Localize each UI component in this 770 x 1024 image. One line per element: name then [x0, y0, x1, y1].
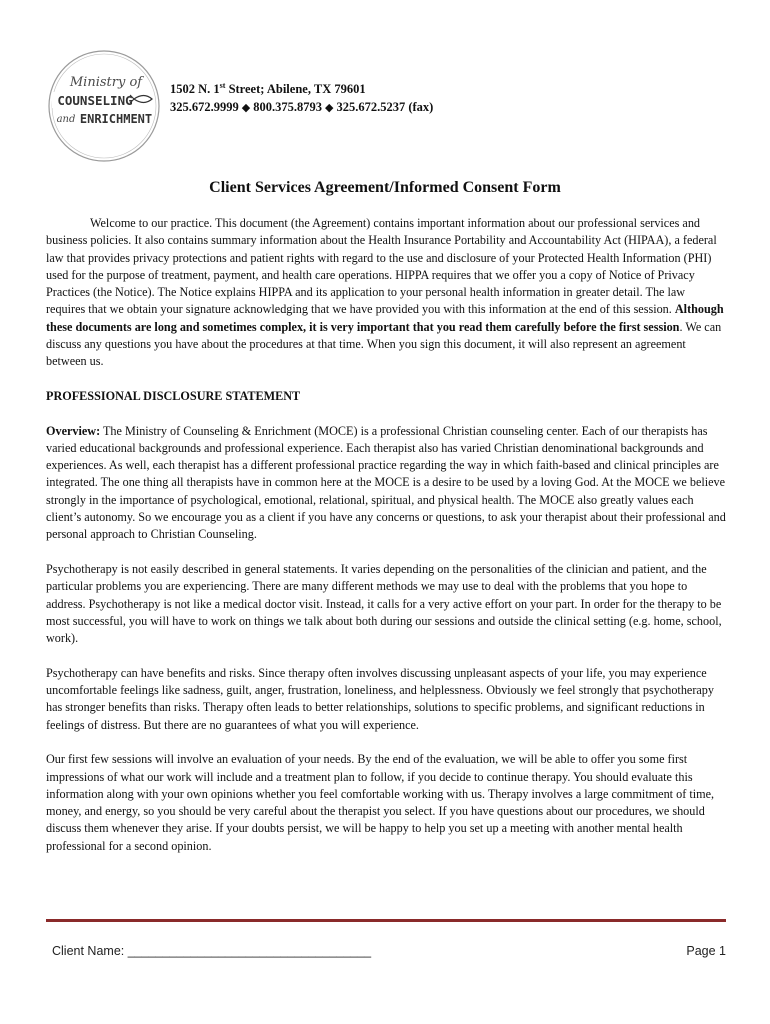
body-paragraph: Our first few sessions will involve an evaluation of your needs. By the end of the evaluation, we will be able to offer you some first impressions of what our work will include and a treatment plan to follow, if you decide to continue therapy. You should evaluate this information along with your own opinions whether you feel comfortable working with us. Therapy involves a large commitment of time, money, and energy, so you should be very careful about the therapist you select. If you have questions about our procedures, we should discuss them whenever they arise. If your doubts persist, we will be happy to help you set up a meeting with another mental health professional for a second opinion.	[46, 752, 715, 853]
phone-line	[170, 98, 433, 117]
logo-line-3: and	[56, 114, 76, 125]
intro-text: Welcome to our practice. This document (the Agreement) contains important information about our professional services and business policies. It also contains summary information about the Health Insurance Portability and Accountability Act (HIPAA), a federal law that provides privacy protections and patient rights with regard to the use and disclosure of your Protected Health Information (PHI) used for the purpose of treatment, payment, and health care operations. HIPPA requires that we offer you a copy of Notice of Privacy Practices (the Notice). The Notice explains HIPPA and its application to your personal health information in greater detail. The law requires that we obtain your signature acknowledging that we have provided you with this information at the end of this session.	[46, 216, 717, 317]
footer-divider	[46, 919, 726, 922]
address-suffix: Street; Abilene, TX 79601	[225, 82, 366, 96]
logo-line-4: ENRICHMENT	[79, 112, 153, 126]
phone-tollfree: 800.375.8793	[253, 100, 322, 114]
intro-text-end: . We can discuss any questions you have about the procedures at that time. When you sign this document, it will also represent an agreement between us.	[46, 319, 722, 369]
overview-label: Overview:	[46, 423, 101, 438]
document-body	[46, 215, 727, 872]
body-paragraph: Psychotherapy can have benefits and risks. Since therapy often involves discussing unpleasant aspects of your life, you may experience uncomfortable feelings like sadness, guilt, anger, frustration, loneliness, and helplessness. Obviously we feel strongly that psychotherapy has stronger benefits than risks. Therapy often leads to better relationships, solutions to specific problems, and significant reductions in feelings of distress. But there are no guarantees of what you will experience.	[46, 665, 714, 732]
logo-line-1: Ministry of	[69, 75, 143, 90]
diamond-separator-icon: ◆	[324, 102, 334, 114]
page-number: Page 1	[686, 944, 726, 958]
moce-logo	[46, 48, 162, 164]
phone-fax: 325.672.5237 (fax)	[336, 100, 434, 114]
contact-block	[170, 80, 433, 117]
document-title: Client Services Agreement/Informed Consent Form	[209, 179, 561, 196]
address-sup: st	[219, 80, 226, 90]
address-line	[170, 80, 433, 98]
diamond-separator-icon: ◆	[241, 102, 251, 114]
section-heading: PROFESSIONAL DISCLOSURE STATEMENT	[46, 388, 301, 403]
client-name-field[interactable]: Client Name: ___________________________________	[52, 944, 372, 958]
phone-main: 325.672.9999	[170, 100, 239, 114]
overview-paragraph	[46, 423, 727, 544]
intro-paragraph	[46, 215, 727, 371]
overview-text: The Ministry of Counseling & Enrichment (MOCE) is a professional Christian counseling center. Each of our therapists has varied educational backgrounds and professional experience. Each therapist also has varied Christian denominational backgrounds and experiences. As well, each therapist has a different professional practice regarding the way in which faith-based and clinical principles are integrated. The one thing all therapists have in common here at the MOCE is a desire to be used by a loving God. At the MOCE we believe strongly in the importance of psychological, emotional, relational, spiritual, and physical health. The MOCE also greatly values each client’s autonomy. So we encourage you as a client if you have any concerns or questions, to ask your therapist about their professional and personal approach to Christian Counseling.	[46, 423, 726, 542]
address-prefix: 1502 N. 1	[170, 82, 220, 96]
intro-bold-text: Although these documents are long and sometimes complex, it is very important that you read them carefully before the first session	[46, 302, 724, 334]
logo-line-2: COUNSELING	[57, 93, 133, 108]
body-paragraph: Psychotherapy is not easily described in general statements. It varies depending on the personalities of the clinician and patient, and the particular problems you are experiencing. There are many different methods we may use to deal with the problems that you hope to address. Psychotherapy is not like a medical doctor visit. Instead, it calls for a very active effort on your part. In order for the therapy to be most successful, you will have to work on things we talk about both during our sessions and outside the clinical setting (e.g. home, school, work).	[46, 561, 722, 646]
